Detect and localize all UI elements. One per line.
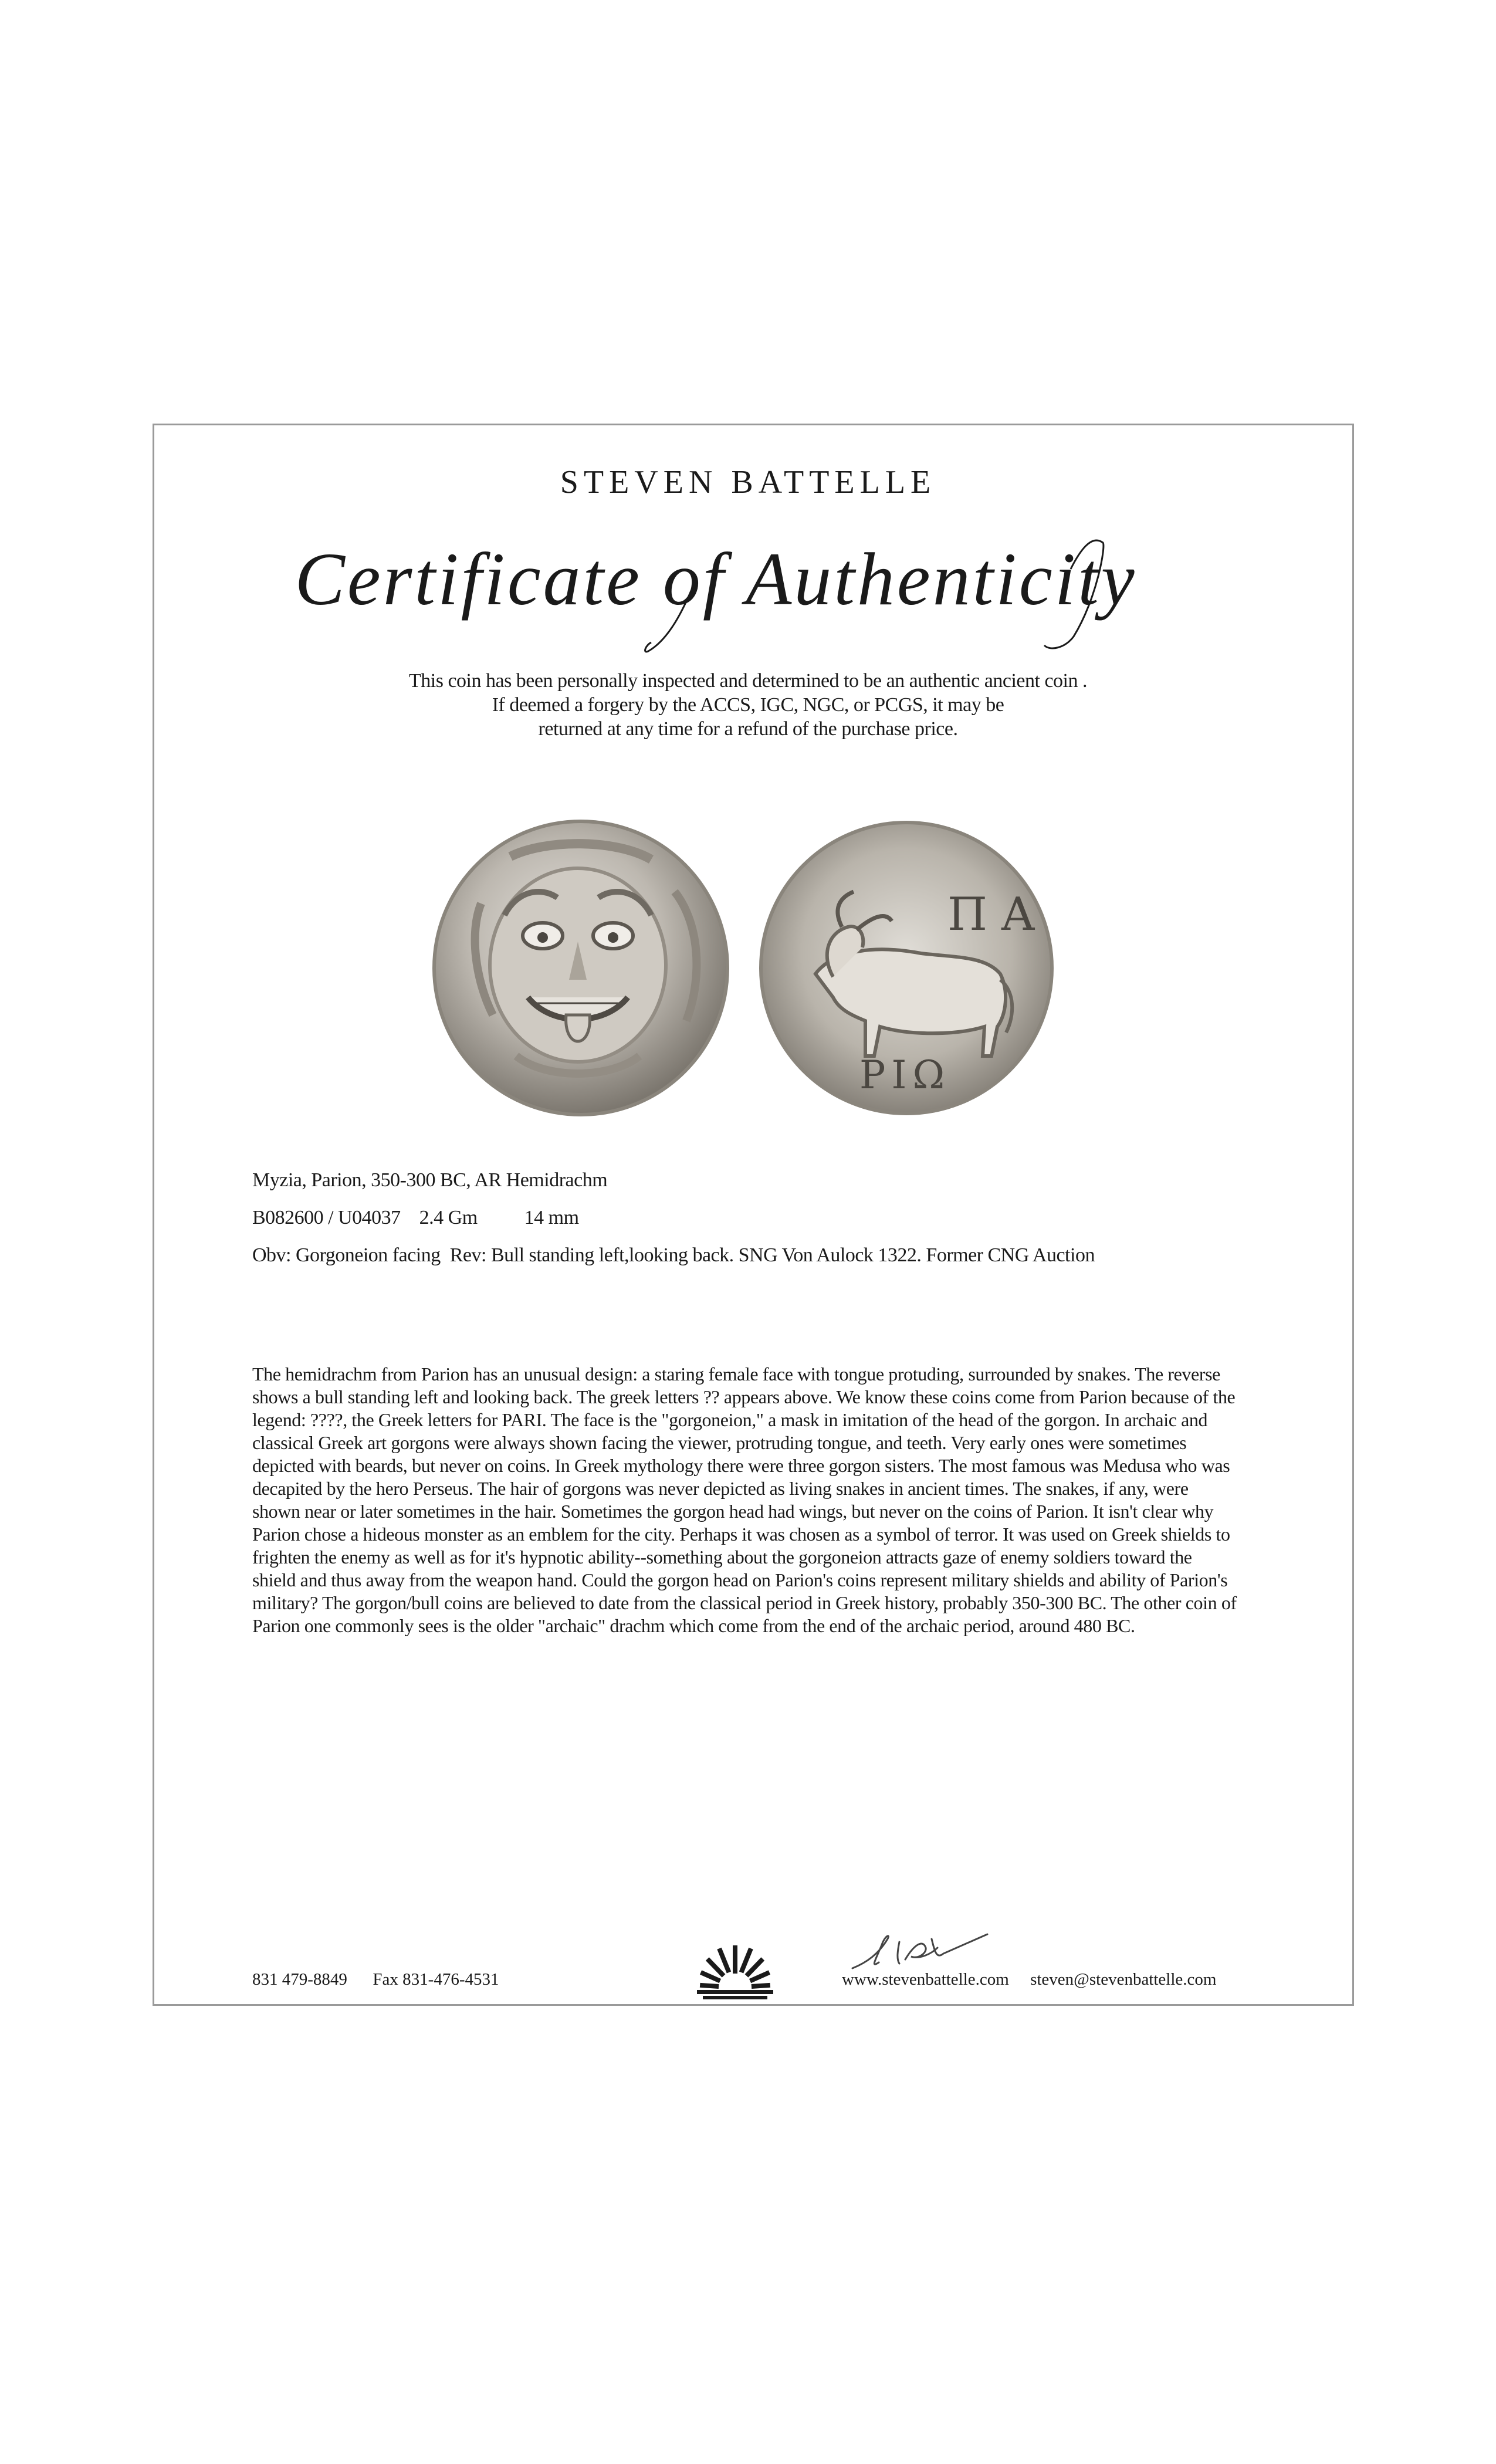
coin-inventory: B082600 / U04037 2.4 Gm 14 mm	[252, 1207, 579, 1228]
footer-contact-web	[842, 1970, 1216, 1989]
brand-name: STEVEN BATTELLE	[560, 464, 936, 500]
authenticity-statement	[270, 669, 1226, 741]
intro-line-2: If deemed a forgery by the ACCS, IGC, NGC, or PCGS, it may be	[492, 694, 1004, 716]
reverse-legend-bottom: ΡΙΩ	[859, 1052, 951, 1098]
certificate-title	[0, 510, 1496, 663]
coin-attribution: Obv: Gorgoneion facing Rev: Bull standing left,looking back. SNG Von Aulock 1322. Former CNG Auction	[252, 1244, 1095, 1266]
coin-origin: Myzia, Parion, 350-300 BC, AR Hemidrachm	[252, 1169, 608, 1191]
website-link[interactable]: www.stevenbattelle.com	[842, 1970, 1009, 1989]
reverse-coin-bull-icon	[761, 823, 1052, 1113]
certificate-title-text: Certificate of Authenticity	[295, 537, 1137, 621]
phone-number: 831 479-8849	[252, 1970, 347, 1989]
intro-line-1: This coin has been personally inspected and determined to be an authentic ancient coin .	[409, 670, 1087, 692]
email-link[interactable]: steven@stevenbattelle.com	[1030, 1970, 1217, 1989]
fax-number: Fax 831-476-4531	[373, 1970, 499, 1989]
coin-images	[428, 804, 1062, 1132]
description-text: The hemidrachm from Parion has an unusual design: a staring female face with tongue protuding, surrounded by snakes. The reverse shows a bull standing left and looking back. The greek letters ?? appears above. We know these coins come from Parion because of the legend: ????, the Greek letters for PARI. The face is the "gorgoneion," a mask in imitation of the head of the gorgon. In archaic and classical Greek art gorgons were always shown facing the viewer, protruding tongue, and teeth. Very early ones were sometimes depicted with beards, but never on coins. In Greek mythology there were three gorgon sisters. The most famous was Medusa who was decapited by the hero Perseus. The hair of gorgons was never depicted as living snakes in ancient times. The snakes, if any, were shown near or later sometimes in the hair. Sometimes the gorgon head had wings, but never on the coins of Parion. It isn't clear why Parion chose a hideous monster as an emblem for the city. Perhaps it was chosen as a symbol of terror. It was used on Greek shields to frighten the enemy as well as for it's hypnotic ability--something about the gorgoneion attracts gaze of enemy soldiers toward the shield and thus away from the weapon hand. Could the gorgon head on Parion's coins represent military shields and ability of Parion's military? The gorgon/bull coins are believed to date from the classical period in Greek history, probably 350-300 BC. The other coin of Parion one commonly sees is the older "archaic" drachm which come from the end of the archaic period, around 480 BC.	[252, 1363, 1237, 1636]
coin-details	[252, 1162, 1095, 1274]
intro-line-3: returned at any time for a refund of the purchase price.	[538, 718, 958, 740]
sunburst-logo-icon	[685, 1942, 785, 2001]
signature-icon	[844, 1927, 996, 1974]
obverse-coin-gorgoneion-icon	[434, 821, 727, 1115]
reverse-legend-top: ΠΑ	[947, 888, 1049, 941]
footer-contact-phone	[252, 1970, 499, 1989]
coin-description	[252, 1363, 1238, 1637]
